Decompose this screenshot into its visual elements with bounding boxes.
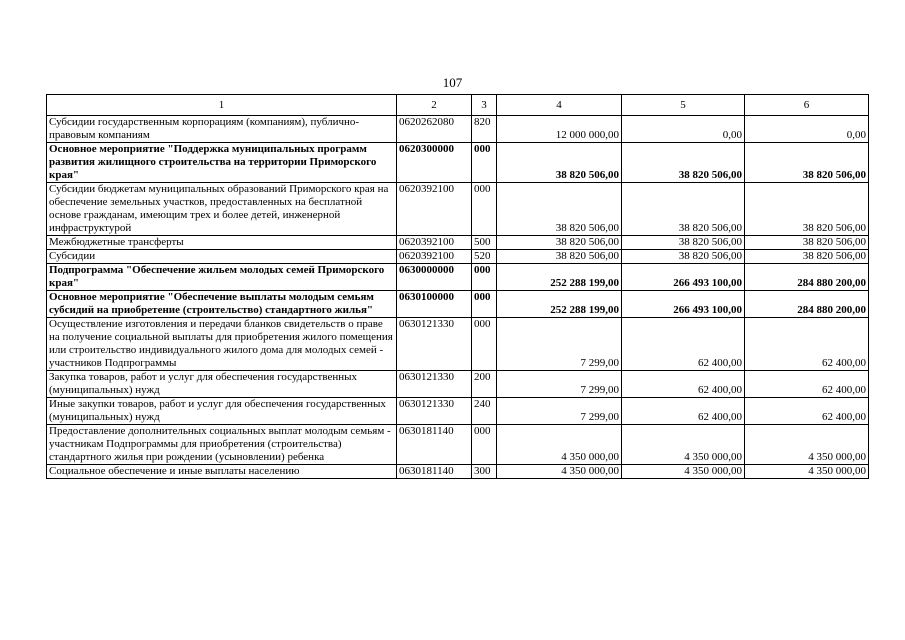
row-amount-year-2: 38 820 506,00 xyxy=(622,183,745,236)
row-amount-year-1: 4 350 000,00 xyxy=(497,425,622,465)
header-cell: 3 xyxy=(472,95,497,116)
row-target-code: 0620300000 xyxy=(397,143,472,183)
table-row xyxy=(47,465,869,479)
page-number: 107 xyxy=(442,75,463,90)
header-cell: 6 xyxy=(745,95,869,116)
row-expense-type: 500 xyxy=(472,236,497,250)
row-target-code: 0620392100 xyxy=(397,250,472,264)
row-description: Закупка товаров, работ и услуг для обеспечения государственных (муниципальных) нужд xyxy=(47,371,397,398)
table-row xyxy=(47,183,869,236)
row-description: Осуществление изготовления и передачи бланков свидетельств о праве на получение социальной выплаты для приобретения жилого помещения или строительство индивидуального жилого дома для молодых семей - участников Подпрограммы xyxy=(47,318,397,371)
row-expense-type: 000 xyxy=(472,183,497,236)
table-row xyxy=(47,371,869,398)
table-row xyxy=(47,398,869,425)
header-cell: 4 xyxy=(497,95,622,116)
table-row xyxy=(47,291,869,318)
row-description: Субсидии государственным корпорациям (компаниям), публично-правовым компаниям xyxy=(47,116,397,143)
row-target-code: 0620392100 xyxy=(397,183,472,236)
row-amount-year-1: 38 820 506,00 xyxy=(497,236,622,250)
row-amount-year-2: 4 350 000,00 xyxy=(622,425,745,465)
header-cell: 5 xyxy=(622,95,745,116)
row-description: Основное мероприятие "Обеспечение выплаты молодым семьям субсидий на приобретение (строительство) стандартного жилья" xyxy=(47,291,397,318)
header-cell: 1 xyxy=(47,95,397,116)
row-amount-year-2: 62 400,00 xyxy=(622,371,745,398)
row-description: Предоставление дополнительных социальных выплат молодым семьям - участникам Подпрограммы для приобретения (строительства) стандартного жилья при рождении (усыновлении) ребенка xyxy=(47,425,397,465)
row-amount-year-2: 38 820 506,00 xyxy=(622,236,745,250)
row-description: Субсидии бюджетам муниципальных образований Приморского края на обеспечение земельных участков, предоставленных на бесплатной основе гражданам, имеющим трех и более детей, инженерной инфраструктурой xyxy=(47,183,397,236)
row-description: Основное мероприятие "Поддержка муниципальных программ развития жилищного строительства на территории Приморского края" xyxy=(47,143,397,183)
row-amount-year-3: 62 400,00 xyxy=(745,371,869,398)
row-amount-year-3: 38 820 506,00 xyxy=(745,143,869,183)
row-expense-type: 000 xyxy=(472,291,497,318)
row-amount-year-1: 12 000 000,00 xyxy=(497,116,622,143)
row-expense-type: 820 xyxy=(472,116,497,143)
table-row xyxy=(47,318,869,371)
row-description: Межбюджетные трансферты xyxy=(47,236,397,250)
table-row xyxy=(47,250,869,264)
row-amount-year-3: 38 820 506,00 xyxy=(745,250,869,264)
row-amount-year-2: 266 493 100,00 xyxy=(622,264,745,291)
row-amount-year-1: 7 299,00 xyxy=(497,371,622,398)
row-expense-type: 200 xyxy=(472,371,497,398)
row-amount-year-1: 4 350 000,00 xyxy=(497,465,622,479)
row-amount-year-3: 38 820 506,00 xyxy=(745,183,869,236)
row-expense-type: 520 xyxy=(472,250,497,264)
row-expense-type: 300 xyxy=(472,465,497,479)
row-amount-year-3: 284 880 200,00 xyxy=(745,291,869,318)
row-description: Социальное обеспечение и иные выплаты населению xyxy=(47,465,397,479)
row-amount-year-1: 252 288 199,00 xyxy=(497,291,622,318)
row-amount-year-2: 266 493 100,00 xyxy=(622,291,745,318)
row-description: Субсидии xyxy=(47,250,397,264)
row-target-code: 0630121330 xyxy=(397,318,472,371)
row-expense-type: 000 xyxy=(472,318,497,371)
row-amount-year-2: 62 400,00 xyxy=(622,398,745,425)
table-row xyxy=(47,116,869,143)
row-target-code: 0630121330 xyxy=(397,371,472,398)
budget-table xyxy=(46,94,869,479)
table-row xyxy=(47,264,869,291)
row-target-code: 0620392100 xyxy=(397,236,472,250)
row-amount-year-1: 38 820 506,00 xyxy=(497,250,622,264)
row-target-code: 0630181140 xyxy=(397,425,472,465)
row-amount-year-3: 62 400,00 xyxy=(745,398,869,425)
row-amount-year-1: 38 820 506,00 xyxy=(497,183,622,236)
row-amount-year-1: 252 288 199,00 xyxy=(497,264,622,291)
row-target-code: 0630121330 xyxy=(397,398,472,425)
row-amount-year-3: 284 880 200,00 xyxy=(745,264,869,291)
table-row xyxy=(47,143,869,183)
row-expense-type: 000 xyxy=(472,425,497,465)
table-row xyxy=(47,236,869,250)
row-amount-year-1: 7 299,00 xyxy=(497,398,622,425)
row-amount-year-3: 62 400,00 xyxy=(745,318,869,371)
row-target-code: 0630000000 xyxy=(397,264,472,291)
row-target-code: 0630181140 xyxy=(397,465,472,479)
row-target-code: 0620262080 xyxy=(397,116,472,143)
row-target-code: 0630100000 xyxy=(397,291,472,318)
table-header-row xyxy=(47,95,869,116)
row-description: Подпрограмма "Обеспечение жильем молодых семей Приморского края" xyxy=(47,264,397,291)
row-expense-type: 240 xyxy=(472,398,497,425)
row-expense-type: 000 xyxy=(472,143,497,183)
row-description: Иные закупки товаров, работ и услуг для обеспечения государственных (муниципальных) нужд xyxy=(47,398,397,425)
row-amount-year-3: 38 820 506,00 xyxy=(745,236,869,250)
row-amount-year-3: 4 350 000,00 xyxy=(745,465,869,479)
row-amount-year-2: 38 820 506,00 xyxy=(622,143,745,183)
row-amount-year-2: 62 400,00 xyxy=(622,318,745,371)
row-amount-year-3: 0,00 xyxy=(745,116,869,143)
table-row xyxy=(47,425,869,465)
row-amount-year-1: 7 299,00 xyxy=(497,318,622,371)
row-amount-year-2: 0,00 xyxy=(622,116,745,143)
row-amount-year-3: 4 350 000,00 xyxy=(745,425,869,465)
row-expense-type: 000 xyxy=(472,264,497,291)
row-amount-year-2: 38 820 506,00 xyxy=(622,250,745,264)
row-amount-year-1: 38 820 506,00 xyxy=(497,143,622,183)
header-cell: 2 xyxy=(397,95,472,116)
row-amount-year-2: 4 350 000,00 xyxy=(622,465,745,479)
